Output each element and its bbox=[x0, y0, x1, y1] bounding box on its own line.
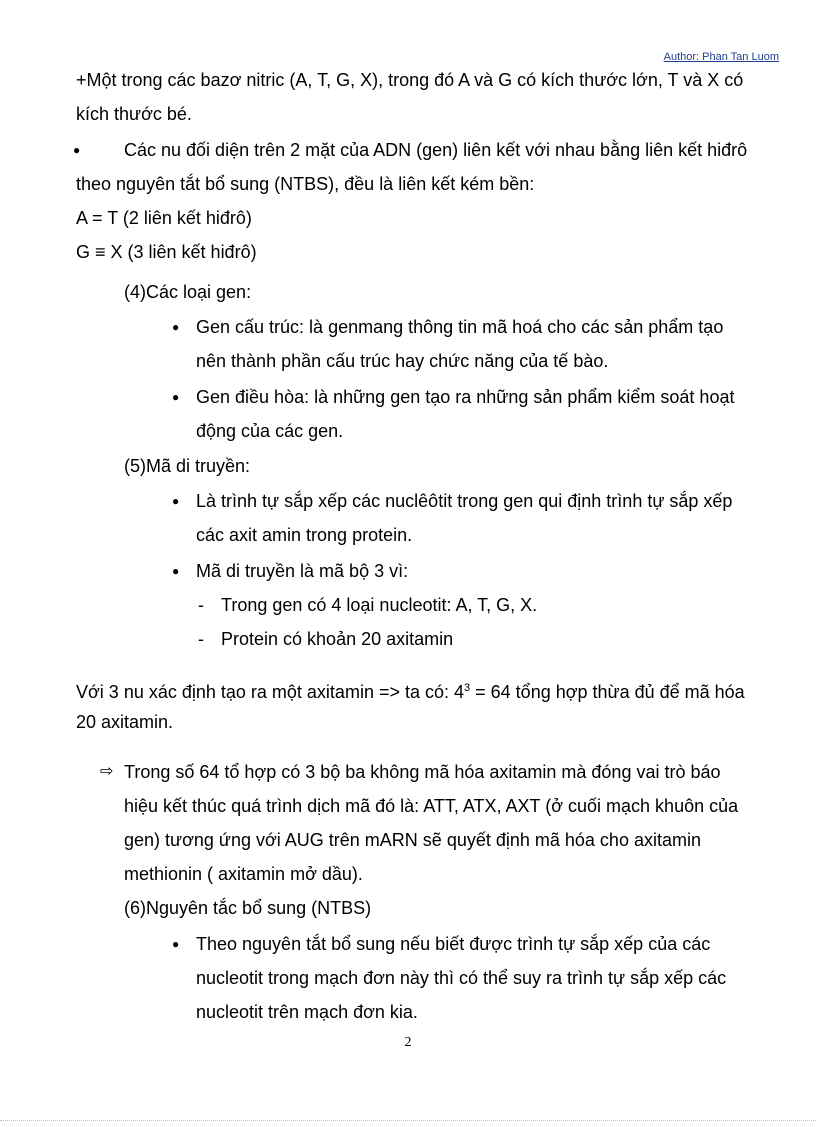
text-line: G ≡ X (3 liên kết hiđrô) bbox=[76, 242, 257, 262]
text-line bbox=[76, 676, 745, 704]
bullet-icon: ● bbox=[172, 494, 180, 508]
dash-marker: - bbox=[198, 629, 204, 649]
section-heading: (6)Nguyên tắc bổ sung (NTBS) bbox=[124, 898, 372, 918]
bullet-icon: ● bbox=[172, 564, 180, 578]
text-line: theo nguyên tắt bổ sung (NTBS), đều là liên kết kém bền: bbox=[76, 174, 535, 194]
author-credit: Author: Phan Tan Luom bbox=[663, 51, 779, 63]
text-line: A = T (2 liên kết hiđrô) bbox=[76, 208, 252, 228]
section-heading: (4)Các loại gen: bbox=[124, 282, 252, 302]
text-line: các axit amin trong protein. bbox=[196, 525, 413, 545]
bullet-icon: ● bbox=[73, 143, 81, 157]
text-line: Gen điều hòa: là những gen tạo ra những sản phẩm kiểm soát hoạt bbox=[196, 387, 735, 407]
bullet-icon: ● bbox=[172, 937, 180, 951]
bullet-icon: ● bbox=[172, 320, 180, 334]
text-line: nên thành phần cấu trúc hay chức năng của tế bào. bbox=[196, 351, 609, 371]
text-line: Mã di truyền là mã bộ 3 vì: bbox=[196, 561, 409, 581]
text-line: hiệu kết thúc quá trình dịch mã đó là: ATT, ATX, AXT (ở cuối mạch khuôn của bbox=[124, 796, 739, 816]
text-line: Protein có khoản 20 axitamin bbox=[221, 629, 454, 649]
text-line: 20 axitamin. bbox=[76, 712, 174, 732]
text-segment: = 64 tổng hợp thừa đủ để mã hóa bbox=[470, 682, 745, 702]
dash-marker: - bbox=[198, 595, 204, 615]
text-line: Là trình tự sắp xếp các nuclêôtit trong gen qui định trình tự sắp xếp bbox=[196, 491, 733, 511]
text-segment: Với 3 nu xác định tạo ra một axitamin => ta có: 4 bbox=[76, 682, 465, 702]
text-line: nucleotit trên mạch đơn kia. bbox=[196, 1002, 418, 1022]
page-number: 2 bbox=[404, 1035, 412, 1050]
arrow-icon: ⇨ bbox=[100, 763, 114, 780]
section-heading: (5)Mã di truyền: bbox=[124, 456, 251, 476]
text-line: Theo nguyên tắt bổ sung nếu biết được trình tự sắp xếp của các bbox=[196, 934, 711, 954]
text-line: +Một trong các bazơ nitric (A, T, G, X), trong đó A và G có kích thước lớn, T và X có bbox=[76, 70, 744, 90]
text-line: Trong số 64 tổ hợp có 3 bộ ba không mã hóa axitamin mà đóng vai trò báo bbox=[124, 762, 721, 782]
page-bottom-rule bbox=[0, 1120, 816, 1121]
bullet-icon: ● bbox=[172, 390, 180, 404]
text-line: Các nu đối diện trên 2 mặt của ADN (gen) liên kết với nhau bằng liên kết hiđrô bbox=[124, 140, 748, 160]
text-line: Gen cấu trúc: là genmang thông tin mã hoá cho các sản phẩm tạo bbox=[196, 317, 724, 337]
text-line: nucleotit trong mạch đơn này thì có thể suy ra trình tự sắp xếp các bbox=[196, 968, 727, 988]
text-line: Trong gen có 4 loại nucleotit: A, T, G, X. bbox=[221, 595, 538, 615]
superscript: 3 bbox=[464, 682, 471, 694]
text-line: gen) tương ứng với AUG trên mARN sẽ quyết định mã hóa cho axitamin bbox=[124, 830, 701, 850]
text-line: methionin ( axitamin mở dầu). bbox=[124, 864, 363, 884]
text-line: động của các gen. bbox=[196, 421, 344, 441]
text-line: kích thước bé. bbox=[76, 104, 192, 124]
